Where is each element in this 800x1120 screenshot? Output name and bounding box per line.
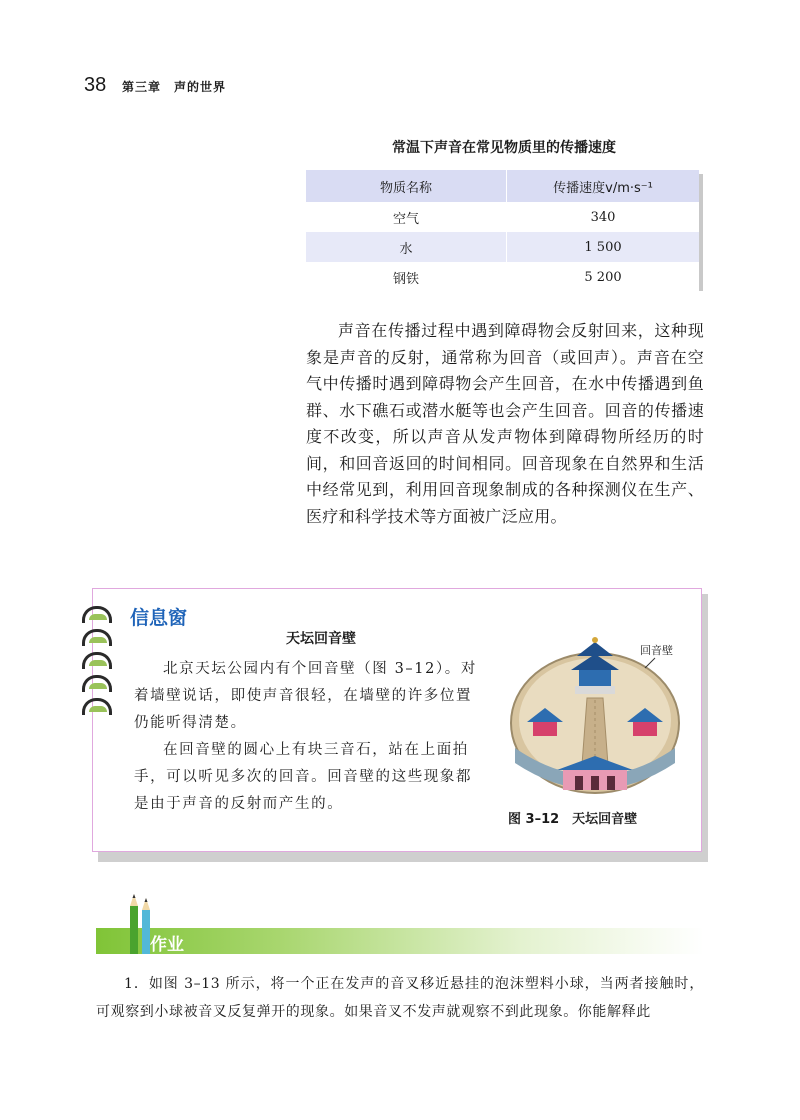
table-cell: 340 [590, 209, 616, 225]
chapter-title: 第三章 声的世界 [122, 80, 227, 94]
table-cell: 1 500 [507, 232, 700, 262]
table-cell: 5 200 [584, 269, 622, 285]
figure-label: 回音壁 [640, 644, 673, 657]
table-cell: 空气 [306, 202, 507, 232]
column-header-substance: 物质名称 [306, 170, 507, 202]
table-row [306, 232, 699, 262]
info-paragraph: 在回音壁的圆心上有块三音石，站在上面拍手，可以听见多次的回音。回音壁的这些现象都是由于声音的反射而产生的。 [134, 742, 473, 812]
info-paragraph: 北京天坛公园内有个回音壁（图 3–12）。对着墙壁说话，即使声音很轻，在墙壁的许多位置仍能听得清楚。 [134, 661, 477, 731]
table-caption: 常温下声音在常见物质里的传播速度 [392, 140, 616, 156]
body-text [306, 318, 704, 530]
homework-title: 作业 [150, 935, 184, 955]
table-row [306, 202, 699, 232]
table-cell: 水 [306, 232, 507, 262]
column-header-speed: 传播速度v/m·s⁻¹ [507, 170, 700, 202]
body-paragraph: 声音在传播过程中遇到障碍物会反射回来，这种现象是声音的反射，通常称为回音（或回声）。声音在空气中传播时遇到障碍物会产生回音，在水中传播遇到鱼群、水下礁石或潜水艇等也会产生回音。回音的传播速度不改变，所以声音从发声物体到障碍物所经历的时间，和回音返回的时间相同。回音现象在自然界和生活中经常见到，利用回音现象制成的各种探测仪在生产、医疗和科学技术等方面被广泛应用。 [306, 321, 704, 526]
homework-bar [96, 928, 704, 954]
info-window-subtitle: 天坛回音壁 [286, 631, 356, 647]
homework-text [96, 970, 704, 1026]
info-window-text [134, 656, 484, 818]
binder-rings-icon [82, 606, 112, 721]
table-cell: 钢铁 [306, 262, 507, 292]
page-number: 38 [84, 74, 107, 96]
speed-table [306, 170, 699, 292]
table-row [306, 262, 699, 292]
homework-item: 1．如图 3–13 所示，将一个正在发声的音叉移近悬挂的泡沫塑料小球，当两者接触时，可观察到小球被音叉反复弹开的现象。如果音叉不发声就观察不到此现象。你能解释此 [96, 976, 704, 1020]
figure-caption: 图 3–12 天坛回音壁 [508, 812, 638, 827]
info-window-title: 信息窗 [130, 607, 188, 629]
